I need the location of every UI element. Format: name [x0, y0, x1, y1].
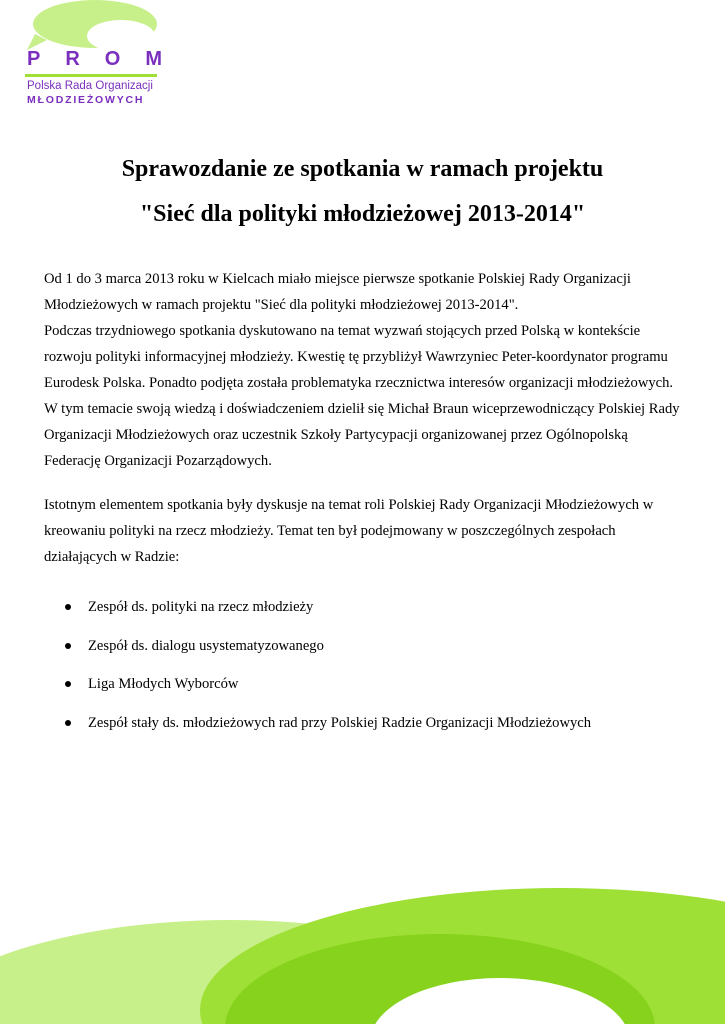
text-line: Istotnym elementem spotkania były dyskusje na temat roli Polskiej Rady Organizacji Młodzieżowych w — [44, 497, 654, 513]
list-item — [44, 712, 680, 751]
team-list — [44, 596, 680, 750]
logo-subtitle-line1: Polska Rada Organizacji — [27, 80, 153, 92]
logo-wordmark — [27, 48, 162, 71]
text-line: rozwoju polityki informacyjnej młodzieży. Kwestię tę przybliżył Wawrzyniec Peter-koordynator programu — [44, 349, 668, 365]
list-item — [44, 596, 680, 635]
text-line: kreowaniu polityki na rzecz młodzieży. Temat ten był podejmowany w poszczególnych zespołach — [44, 523, 616, 539]
footer-decoration — [0, 870, 725, 1024]
logo-letter: O — [104, 48, 121, 70]
logo-letter: P — [27, 48, 41, 70]
text-line: działających w Radzie: — [44, 549, 180, 565]
text-line: Podczas trzydniowego spotkania dyskutowano na temat wyzwań stojących przed Polską w kontekście — [44, 323, 641, 339]
logo-divider — [25, 74, 157, 77]
text-line: Młodzieżowych w ramach projektu "Sieć dla polityki młodzieżowej 2013-2014". — [44, 297, 519, 313]
document-title-line2: "Sieć dla polityki młodzieżowej 2013-2014" — [139, 201, 586, 227]
logo-subtitle-line2: MŁODZIEŻOWYCH — [27, 94, 145, 106]
text-line: Od 1 do 3 marca 2013 roku w Kielcach miało miejsce pierwsze spotkanie Polskiej Rady Organizacji — [44, 271, 631, 287]
text-line: Organizacji Młodzieżowych oraz uczestnik Szkoły Partycypacji organizowanej przez Ogólnopolską — [44, 427, 628, 443]
text-line: Eurodesk Polska. Ponadto podjęta została problematyka rzecznictwa interesów organizacji młodzieżowych. — [44, 375, 674, 391]
list-item-text: Liga Młodych Wyborców — [88, 676, 239, 692]
paragraph-intro — [44, 266, 680, 474]
prom-logo — [25, 0, 185, 110]
bullet-icon — [65, 604, 71, 610]
list-item-text: Zespół ds. polityki na rzecz młodzieży — [88, 599, 314, 615]
list-item-text: Zespół stały ds. młodzieżowych rad przy Polskiej Radzie Organizacji Młodzieżowych — [88, 714, 592, 731]
text-line: W tym temacie swoją wiedzą i doświadczeniem dzielił się Michał Braun wiceprzewodniczący Polskiej Rady — [44, 401, 680, 417]
bullet-icon — [65, 643, 71, 649]
logo-letter: R — [65, 48, 80, 70]
list-item — [44, 635, 680, 674]
list-item — [44, 673, 680, 712]
logo-letter: M — [145, 48, 162, 70]
text-line: Federację Organizacji Pozarządowych. — [44, 453, 272, 469]
bullet-icon — [65, 720, 71, 726]
list-item-text: Zespół ds. dialogu usystematyzowanego — [88, 637, 324, 654]
paragraph-discussion — [44, 492, 680, 570]
bullet-icon — [65, 681, 71, 687]
document-title-line1: Sprawozdanie ze spotkania w ramach projektu — [121, 156, 604, 182]
